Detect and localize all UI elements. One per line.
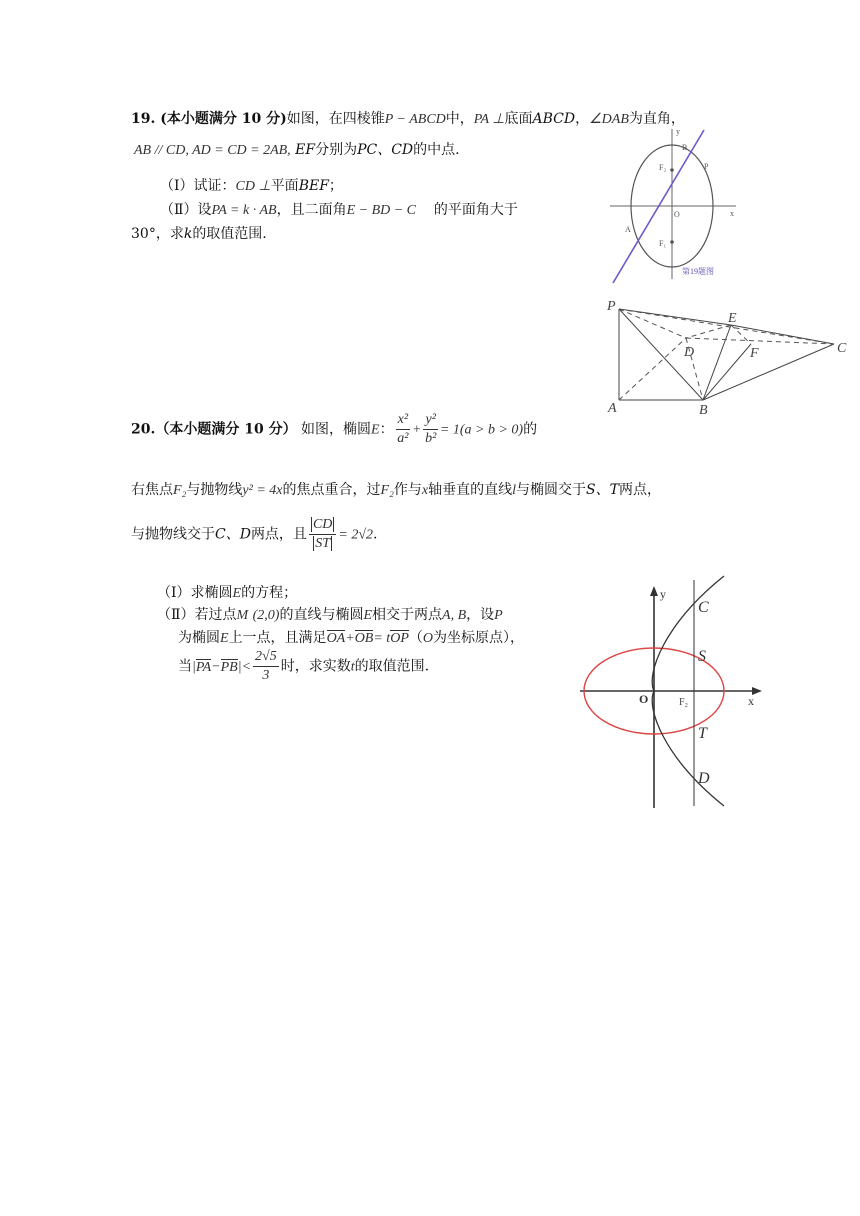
label-f: F xyxy=(750,346,759,361)
label-d: D xyxy=(684,345,695,360)
q19-part-2: （Ⅱ）设PA = k · AB，且二面角E − BD − C 的平面角大于 xyxy=(160,202,518,218)
label-f2: F₂ xyxy=(679,697,689,708)
label-s: S xyxy=(698,648,706,665)
label-x: x xyxy=(748,694,754,708)
label-a: A xyxy=(625,225,631,234)
label-t: T xyxy=(698,725,707,742)
focus-f2 xyxy=(670,168,674,172)
q20-part-2-line-2: 为椭圆E上一点，且满足OA+OB= tOP（O为坐标原点）， xyxy=(178,630,524,646)
label-p: P xyxy=(704,162,709,171)
q20-part-2-line-3: 当|PA−PB|< $\frac{2√5}{3}$ 时，求实数t的取值范围. xyxy=(178,649,430,683)
label-y: y xyxy=(676,127,680,136)
edge-bc xyxy=(703,344,834,400)
label-p: P xyxy=(607,299,616,314)
fraction-y2-b2: $\frac{\text{y²}}{\text{b²}}$ xyxy=(425,412,437,446)
fraction-2sqrt5-3: $\frac{2√5}{3}$ xyxy=(255,649,277,683)
figure-pyramid xyxy=(604,294,852,418)
label-b: B xyxy=(699,403,708,418)
figure-ellipse-parabola xyxy=(576,574,770,812)
label-x: x xyxy=(730,209,734,218)
edge-ed xyxy=(686,325,731,338)
edge-pc xyxy=(619,309,834,344)
edge-ad xyxy=(619,338,686,400)
q20-part-1: （Ⅰ）求椭圆E的方程； xyxy=(157,585,298,601)
label-y: y xyxy=(660,587,666,601)
edge-bf xyxy=(703,344,751,400)
label-o: O xyxy=(674,210,680,219)
edge-be xyxy=(703,325,731,400)
edge-pe xyxy=(619,309,731,325)
q20-part-2-line-1: （Ⅱ）若过点M (2,0)的直线与椭圆E相交于两点A, B，设P xyxy=(157,607,503,623)
q19-header: 19. (本小题满分 10 分) xyxy=(131,111,287,127)
q20-line-2: 右焦点F₂与抛物线y² = 4x的焦点重合，过F₂作与x轴垂直的直线l与椭圆交于S、T两点， xyxy=(131,482,661,498)
label-c: C xyxy=(837,341,847,356)
label-f2: F₂ xyxy=(659,163,667,172)
q19-line-5: 30°，求k的取值范围. xyxy=(131,226,267,242)
q20-line-3: 与抛物线交于C、D两点，且 $\frac{CD}{ST}$ = 2√2. xyxy=(131,517,378,551)
fraction-x2-a2: $\frac{\text{x²}}{\text{a²}}$ xyxy=(397,412,409,446)
q20-line-1: 20.（本小题满分 10 分） 如图，椭圆E： $\frac{\text{x²}}{\text{a²}}$ + $\frac{\text{y²}}{\text{b²}}$ = 1(a > b > 0)的 xyxy=(131,412,538,446)
fraction-cd-st: $\frac{CD}{ST}$ xyxy=(309,516,336,553)
label-d: D xyxy=(698,770,710,787)
q19-part-1: （Ⅰ）试证：CD ⊥平面BEF； xyxy=(160,178,343,194)
focus-f1 xyxy=(670,240,674,244)
label-a: A xyxy=(608,401,617,416)
edge-dc xyxy=(686,338,834,344)
label-f1: F₁ xyxy=(659,239,667,248)
figure-caption: 第19题图 xyxy=(682,267,714,276)
q20-header: 20.（本小题满分 10 分） xyxy=(131,421,297,438)
q19-line-2: AB // CD, AD = CD = 2AB, EF分别为PC、CD的中点. xyxy=(134,142,460,158)
label-c: C xyxy=(698,599,709,616)
label-e: E xyxy=(728,311,737,326)
q19-line-1: 19. (本小题满分 10 分)如图，在四棱锥P − ABCD中，PA ⊥底面ABCD，∠DAB为直角， xyxy=(131,111,685,127)
label-b: B xyxy=(682,143,688,152)
label-o: O xyxy=(639,692,649,706)
figure-ellipse-line xyxy=(606,125,746,285)
y-axis-arrow xyxy=(650,586,658,596)
